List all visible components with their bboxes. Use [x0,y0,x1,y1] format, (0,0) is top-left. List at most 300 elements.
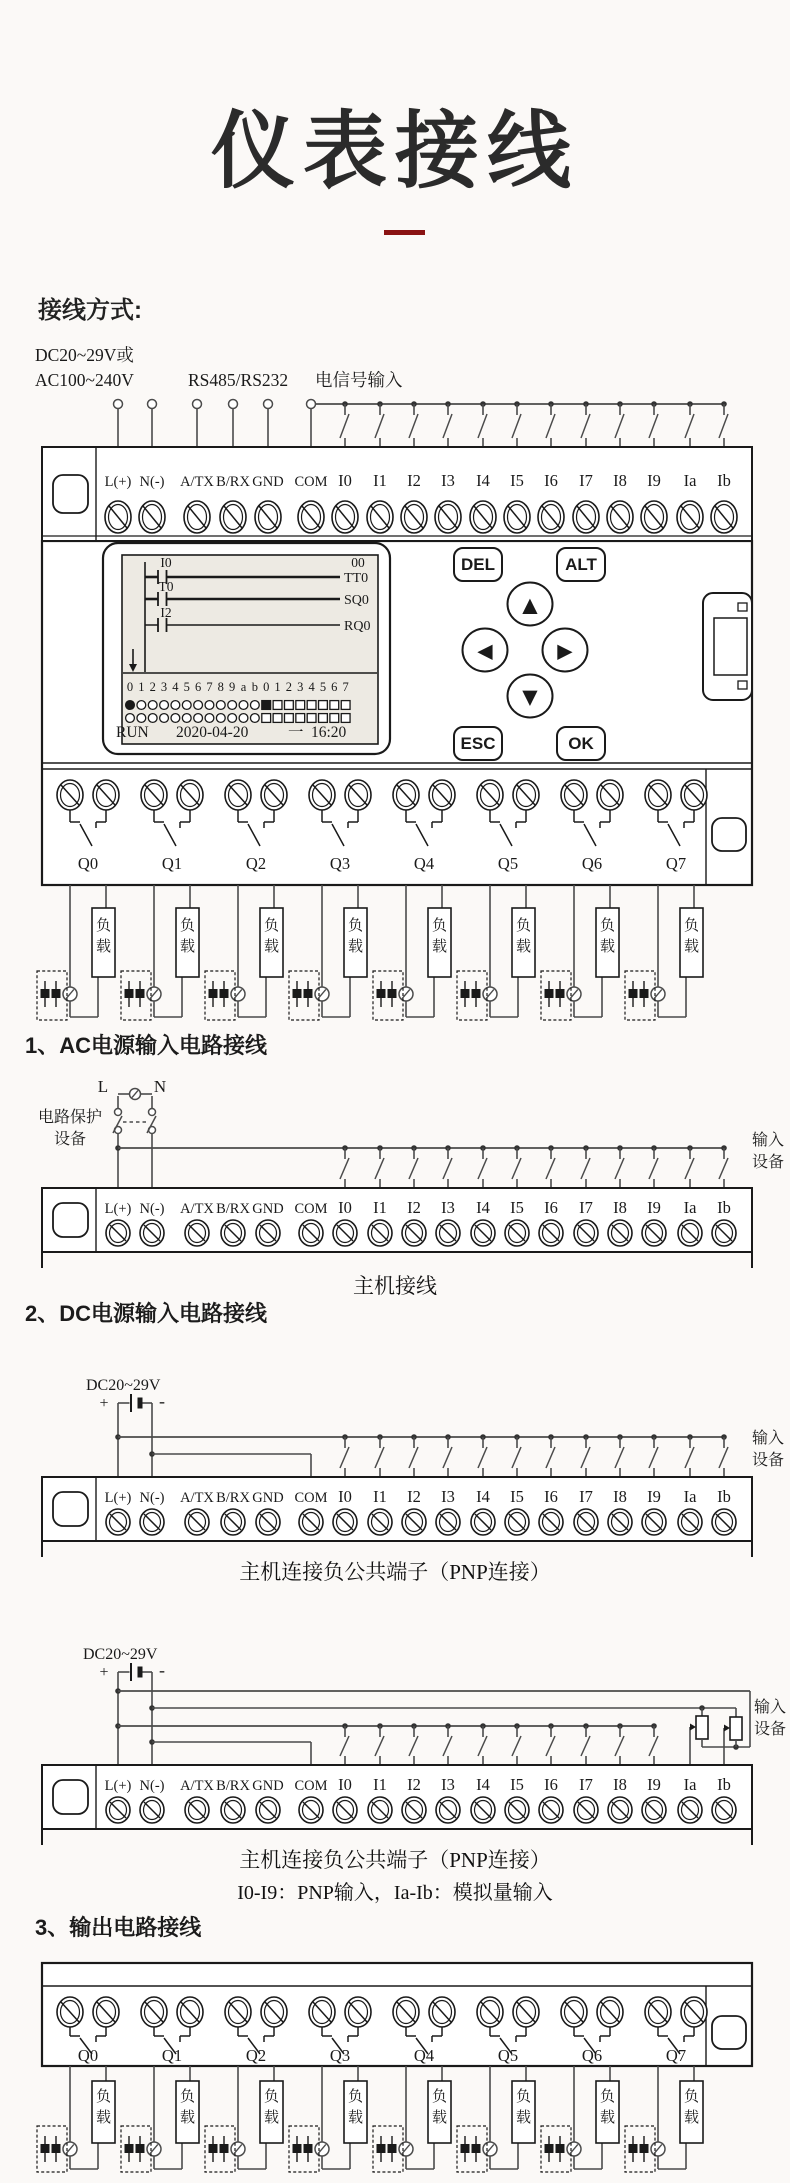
screw-terminal [538,501,564,533]
heading-ac-power-input: 1、AC电源输入电路接线 [25,1033,268,1058]
svg-text:负: 负 [515,918,532,934]
load-circuit [457,885,535,1020]
svg-text:负: 负 [347,2089,364,2105]
potentiometer [724,1717,742,1765]
terminal-label: L(+) [104,1778,132,1794]
load-circuit [121,2066,199,2172]
screw-terminal [470,501,496,533]
input-switch [512,1723,521,1765]
screw-terminal [261,1997,287,2027]
svg-text:ESC: ESC [460,734,496,753]
terminal-label: I7 [579,471,593,490]
screw-terminal [140,1509,164,1535]
screw-terminal [256,1797,280,1823]
terminal-label: I1 [373,471,387,490]
input-terminal-strip-ac [42,1188,752,1268]
input-switch [581,1723,590,1765]
screw-terminal [106,1797,130,1823]
load-circuit [625,2066,703,2172]
screw-terminal [401,501,427,533]
screw-terminal [299,1509,323,1535]
terminal-label: I9 [647,1775,661,1794]
input-switch [615,1145,624,1188]
screw-terminal [642,1509,666,1535]
output-label: Q2 [245,854,267,873]
svg-text:a: a [240,680,247,694]
screw-terminal [106,1220,130,1246]
input-switch [375,1434,384,1477]
terminal-label: N(-) [139,474,165,490]
svg-text:设备: 设备 [751,1154,785,1171]
screw-terminal [256,1220,280,1246]
svg-text:▲: ▲ [522,592,538,617]
input-terminal-strip-main [42,447,752,541]
screw-terminal [677,501,703,533]
screw-terminal [505,1509,529,1535]
input-switch [649,1723,658,1765]
screw-terminal [57,780,83,810]
screw-terminal [140,1220,164,1246]
screw-terminal [309,1997,335,2027]
svg-text:RS485/RS232: RS485/RS232 [188,370,289,390]
svg-text:-: - [159,1660,165,1680]
power-source-symbol [231,2142,245,2156]
input-switch [546,401,555,447]
terminal-label: N(-) [139,1490,165,1506]
terminal-label: I4 [476,471,490,490]
battery-symbol [99,1660,165,1681]
input-switch [409,1145,418,1188]
svg-text:载: 载 [599,2110,616,2126]
screw-terminal [712,1220,736,1246]
svg-text:ALT: ALT [565,555,597,574]
screw-terminal [597,780,623,810]
screw-terminal [309,780,335,810]
screw-terminal [402,1797,426,1823]
screw-terminal [106,1509,130,1535]
svg-text:2: 2 [285,680,293,694]
screw-terminal [139,501,165,533]
caption-pnp-note: I0-I9：PNP输入，Ia-Ib：模拟量输入 [237,1882,553,1904]
terminal-label: COM [294,1778,328,1794]
power-source-symbol [63,987,77,1001]
screw-terminal [368,1509,392,1535]
input-switch [512,401,521,447]
breaker-pole [113,1096,122,1188]
screw-terminal [393,1997,419,2027]
terminal-label: Ia [683,471,697,490]
terminal-label: I2 [407,471,421,490]
input-switch [478,1723,487,1765]
terminal-label: Ia [683,1198,697,1217]
terminal-label: L(+) [104,1201,132,1217]
input-switch [478,401,487,447]
input-switch [581,1434,590,1477]
svg-text:N: N [153,1077,167,1096]
input-switch [375,401,384,447]
input-switch [340,1723,349,1765]
expansion-port [703,593,752,700]
terminal-label: I4 [476,1487,490,1506]
terminal-label: I3 [441,1775,455,1794]
svg-text:载: 载 [347,2110,364,2126]
screw-terminal [573,501,599,533]
screw-terminal [221,1797,245,1823]
terminal-label: I4 [476,1198,490,1217]
screw-terminal [429,1997,455,2027]
svg-text:载: 载 [179,2110,196,2126]
screw-terminal [299,1797,323,1823]
svg-text:载: 载 [263,939,280,955]
terminal-label: A/TX [180,474,214,490]
dc-input-diagram-1 [42,1377,784,1557]
input-switch [615,1723,624,1765]
terminal-label: B/RX [216,474,250,490]
terminal-label: I2 [407,1487,421,1506]
svg-text:载: 载 [683,2110,700,2126]
screw-terminal [681,1997,707,2027]
input-switch [512,1434,521,1477]
input-switch [409,401,418,447]
screw-terminal [471,1220,495,1246]
svg-text:负: 负 [599,918,616,934]
screw-terminal [402,1509,426,1535]
input-switch [546,1434,555,1477]
screw-terminal [93,780,119,810]
input-switch [443,1145,452,1188]
terminal-label: I2 [407,1198,421,1217]
input-switch [409,1723,418,1765]
svg-text:输入: 输入 [753,1699,787,1716]
screw-terminal [333,1797,357,1823]
ok-button[interactable] [557,727,605,760]
ac-input-diagram [38,1077,784,1268]
svg-text:b: b [251,680,258,694]
terminal-label: I9 [647,471,661,490]
terminal-label: I6 [544,1487,558,1506]
svg-text:3: 3 [297,680,304,694]
output-label: Q1 [161,854,183,873]
screw-terminal [93,1997,119,2027]
terminal-label: I0 [338,1198,352,1217]
screw-terminal [368,1797,392,1823]
load-circuit [37,885,115,1020]
screw-terminal [332,501,358,533]
screw-terminal [513,780,539,810]
svg-text:3: 3 [160,680,168,694]
wiring-method-label: 接线方式: [38,297,142,324]
input-switch [340,401,349,447]
terminal-label: I7 [579,1487,593,1506]
terminal-label: I3 [441,1198,455,1217]
screw-terminal [539,1797,563,1823]
input-switch [649,1145,658,1188]
output-label: Q4 [413,2046,435,2065]
screw-terminal [185,1220,209,1246]
svg-text:L: L [97,1077,109,1096]
screw-terminal [367,501,393,533]
input-switch [649,1434,658,1477]
screw-terminal [712,1797,736,1823]
terminal-label: Ib [717,1487,731,1506]
left-arrow-button[interactable] [463,629,508,672]
page-title: 仪表接线 [210,104,579,198]
svg-text:电信号输入: 电信号输入 [315,370,403,390]
screw-terminal [711,501,737,533]
input-switch [409,1434,418,1477]
terminal-label: COM [294,474,328,490]
svg-text:◀: ◀ [477,638,493,663]
load-circuit [289,885,367,1020]
alt-button[interactable] [557,548,605,581]
screw-terminal [641,501,667,533]
input-switch [443,1434,452,1477]
screw-terminal [225,1997,251,2027]
screw-terminal [574,1509,598,1535]
right-arrow-button[interactable] [543,629,588,672]
load-circuit [121,885,199,1020]
svg-text:DC20~29V: DC20~29V [83,1646,158,1663]
input-switch [375,1145,384,1188]
power-source-symbol [315,2142,329,2156]
screw-terminal [477,780,503,810]
screw-terminal [681,780,707,810]
input-switch [443,401,452,447]
terminal-label: I8 [613,1487,627,1506]
svg-text:负: 负 [95,918,112,934]
svg-text:负: 负 [599,2089,616,2105]
output-label: Q0 [77,854,99,873]
terminal-label: I0 [338,1775,352,1794]
dc-input-diagram-2 [42,1646,786,1845]
screw-terminal [436,1509,460,1535]
output-label: Q6 [581,854,603,873]
screw-terminal [597,1997,623,2027]
terminal-label: A/TX [180,1201,214,1217]
terminal-label: Ib [717,1198,731,1217]
screw-terminal [561,1997,587,2027]
svg-text:8: 8 [217,680,224,694]
power-source-symbol [567,2142,581,2156]
screw-terminal [561,780,587,810]
power-source-symbol [399,2142,413,2156]
load-circuit [541,885,619,1020]
terminal-label: B/RX [216,1778,250,1794]
svg-text:4: 4 [308,680,315,694]
power-source-symbol [315,987,329,1001]
terminal-label: I6 [544,1198,558,1217]
output-label: Q1 [161,2046,183,2065]
svg-text:7: 7 [342,680,349,694]
svg-text:负: 负 [431,2089,448,2105]
screw-terminal [140,1797,164,1823]
svg-text:设备: 设备 [53,1131,87,1148]
svg-text:载: 载 [431,2110,448,2126]
svg-text:一: 一 [288,724,304,741]
svg-text:DC20~29V: DC20~29V [86,1377,161,1394]
terminal-label: I8 [613,471,627,490]
svg-text:负: 负 [179,2089,196,2105]
svg-text:0: 0 [126,680,134,694]
svg-text:5: 5 [183,680,190,694]
svg-text:1: 1 [274,680,281,694]
terminal-label: GND [252,1201,284,1217]
power-source-symbol [483,987,497,1001]
terminal-label: Ib [717,471,731,490]
up-arrow-button[interactable] [508,583,553,626]
screw-terminal [221,1220,245,1246]
screw-terminal [345,780,371,810]
input-switch [478,1434,487,1477]
screw-terminal [256,1509,280,1535]
svg-text:I2: I2 [160,605,172,620]
svg-text:7: 7 [206,680,213,694]
screw-terminal [429,780,455,810]
terminal-label: GND [252,1778,284,1794]
output-label: Q6 [581,2046,603,2065]
potentiometer [690,1716,708,1765]
svg-text:AC100~240V: AC100~240V [35,370,134,390]
load-circuit [289,2066,367,2172]
screw-terminal [504,501,530,533]
power-source-symbol [567,987,581,1001]
terminal-label: N(-) [139,1201,165,1217]
screw-terminal [368,1220,392,1246]
screw-terminal [57,1997,83,2027]
load-circuit [37,2066,115,2172]
screw-terminal [141,780,167,810]
terminal-label: A/TX [180,1778,214,1794]
terminal-label: L(+) [104,1490,132,1506]
screw-terminal [513,1997,539,2027]
screw-terminal [177,1997,203,2027]
svg-text:载: 载 [263,2110,280,2126]
output-label: Q2 [245,2046,267,2065]
heading-output-circuit: 3、输出电路接线 [35,1915,202,1940]
terminal-label: I7 [579,1198,593,1217]
svg-text:载: 载 [431,939,448,955]
lcd-screen [103,543,390,754]
load-circuit [373,2066,451,2172]
input-terminal-strip-dc2 [42,1765,752,1845]
screw-terminal [141,1997,167,2027]
screw-terminal [678,1509,702,1535]
output-label: Q0 [77,2046,99,2065]
svg-text:2: 2 [149,680,156,694]
svg-text:负: 负 [263,2089,280,2105]
terminal-label: I9 [647,1487,661,1506]
svg-text:RQ0: RQ0 [344,618,371,634]
svg-text:载: 载 [347,939,364,955]
svg-text:00: 00 [351,555,365,570]
power-source-symbol [231,987,245,1001]
input-switch [719,401,728,447]
down-arrow-button[interactable] [508,675,553,718]
svg-text:载: 载 [515,939,532,955]
output-label: Q4 [413,854,435,873]
input-switch [719,1434,728,1477]
svg-text:电路保护: 电路保护 [37,1109,103,1126]
heading-dc-power-input: 2、DC电源输入电路接线 [25,1301,268,1326]
terminal-label: I2 [407,1775,421,1794]
terminal-label: Ib [717,1775,731,1794]
input-device-label [754,1698,786,1738]
input-switch [443,1723,452,1765]
terminal-label: I1 [373,1198,387,1217]
svg-text:负: 负 [179,918,196,934]
svg-text:DEL: DEL [461,555,495,574]
terminal-label: L(+) [104,474,132,490]
terminal-label: I5 [510,1487,524,1506]
screw-terminal [608,1509,632,1535]
input-switch [685,1145,694,1188]
svg-text:载: 载 [179,939,196,955]
screw-terminal [678,1797,702,1823]
svg-text:载: 载 [599,939,616,955]
screw-terminal [221,1509,245,1535]
load-circuit [205,2066,283,2172]
terminal-label: I1 [373,1487,387,1506]
screw-terminal [220,501,246,533]
svg-text:2020-04-20: 2020-04-20 [176,724,249,741]
terminal-label: I6 [544,471,558,490]
esc-button[interactable] [454,727,502,760]
output-label: Q5 [497,854,519,873]
screw-terminal [184,501,210,533]
screw-terminal [185,1797,209,1823]
screw-terminal [402,1220,426,1246]
svg-text:负: 负 [95,2089,112,2105]
svg-text:-: - [159,1391,165,1411]
terminal-label: B/RX [216,1490,250,1506]
screw-terminal [574,1797,598,1823]
output-label: Q7 [665,854,687,873]
caption-host-wiring: 主机接线 [353,1274,437,1298]
input-switch [581,401,590,447]
svg-text:载: 载 [683,939,700,955]
input-terminal-strip-dc1 [42,1477,752,1557]
screw-terminal [393,780,419,810]
caption-pnp-1: 主机连接负公共端子（PNP连接） [239,1560,551,1584]
input-switch [512,1145,521,1188]
svg-text:输入: 输入 [751,1132,785,1149]
input-switch [478,1145,487,1188]
load-circuit [205,885,283,1020]
top-wiring [114,400,729,448]
screw-terminal [333,1509,357,1535]
svg-text:负: 负 [683,918,700,934]
svg-text:▶: ▶ [557,638,573,663]
svg-text:DC20~29V或: DC20~29V或 [35,345,134,365]
output-label: Q5 [497,2046,519,2065]
terminal-label: I8 [613,1198,627,1217]
svg-text:负: 负 [263,918,280,934]
input-switch [340,1145,349,1188]
input-switch [615,1434,624,1477]
terminal-label: I1 [373,1775,387,1794]
svg-text:设备: 设备 [753,1721,787,1738]
screw-terminal [185,1509,209,1535]
load-circuit [457,2066,535,2172]
screw-terminal [177,780,203,810]
power-source-symbol [651,2142,665,2156]
load-circuit [625,885,703,1020]
svg-text:负: 负 [431,918,448,934]
input-switch [581,1145,590,1188]
del-button[interactable] [454,548,502,581]
input-switch [719,1145,728,1188]
screw-terminal [539,1509,563,1535]
